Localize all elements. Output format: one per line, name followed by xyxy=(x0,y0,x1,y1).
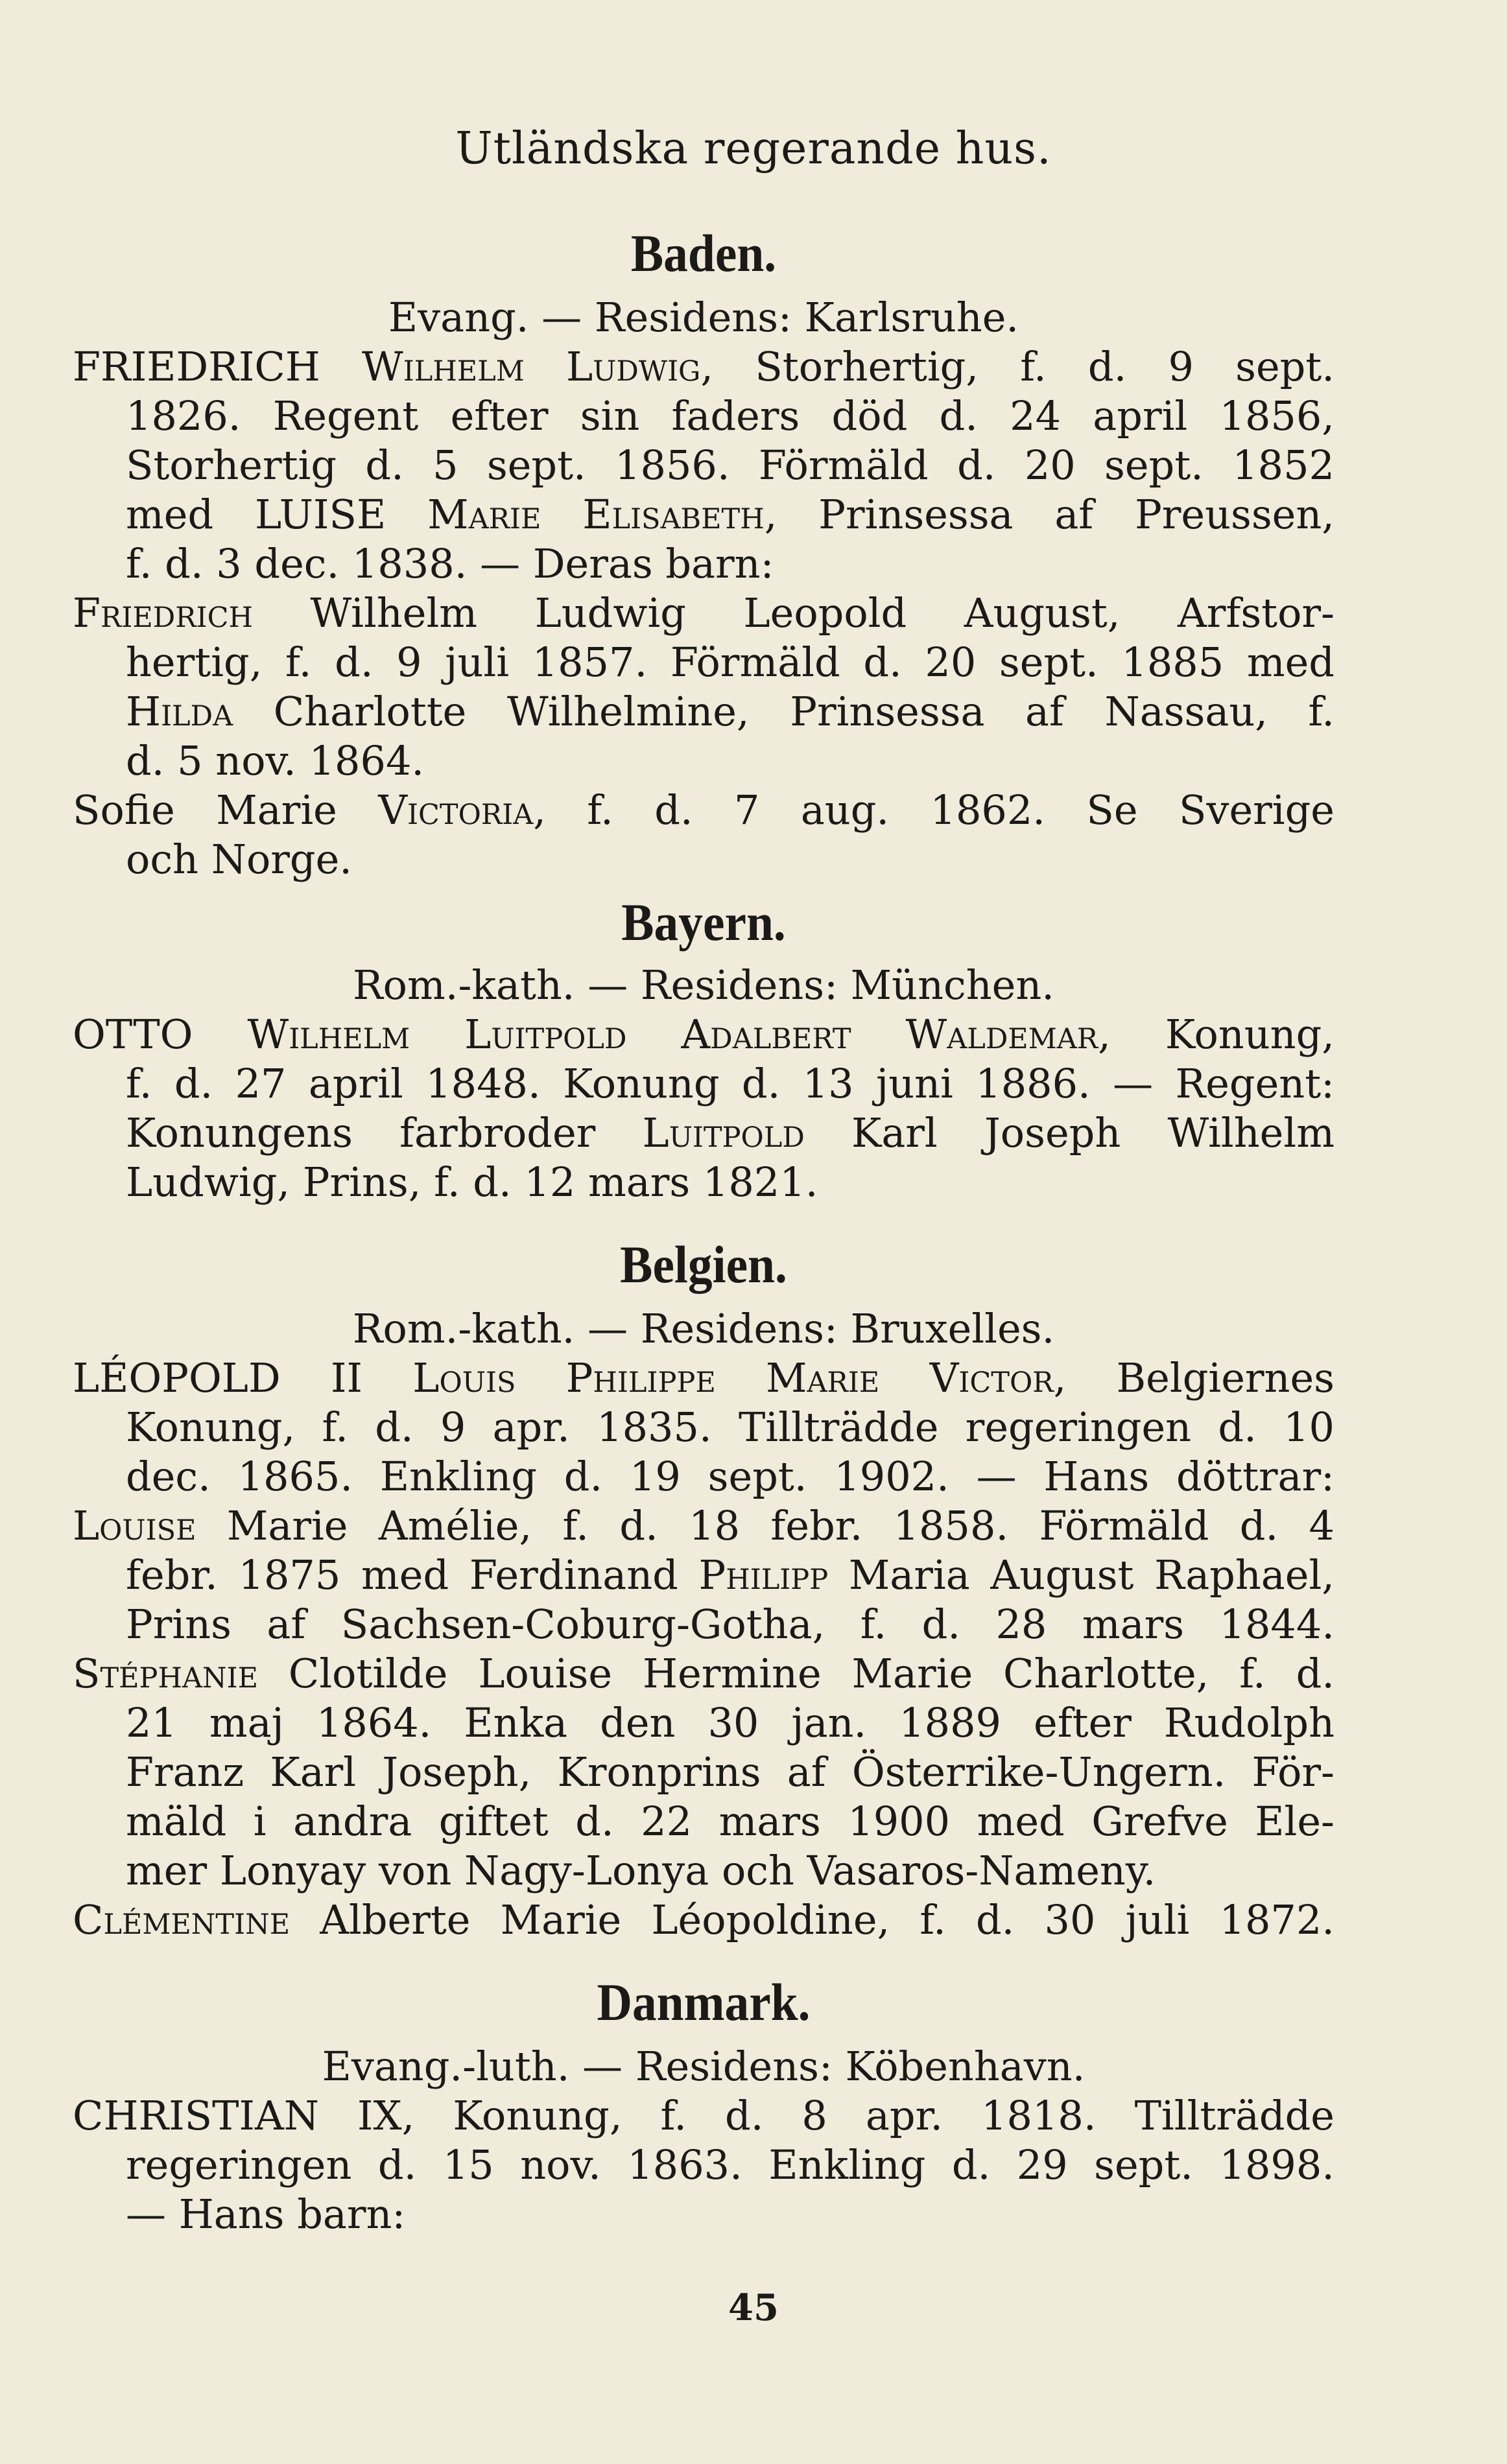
heading-belgien: Belgien. xyxy=(620,1235,787,1294)
belgien-line-9: Franz Karl Joseph, Kronprins af Österrike-Ungern. För- xyxy=(126,1748,1335,1796)
baden-line-9: d. 5 nov. 1864. xyxy=(126,737,425,784)
baden-line-3: Storhertig d. 5 sept. 1856. Förmäld d. 20 sept. 1852 xyxy=(126,441,1335,489)
bayern-line-3: Konungens farbroder Luitpold Karl Joseph Wilhelm xyxy=(126,1109,1335,1156)
running-head: Utländska regerande hus. xyxy=(455,123,1052,174)
belgien-line-10: mäld i andra giftet d. 22 mars 1900 med Grefve Ele- xyxy=(126,1798,1335,1845)
danmark-line-2: regeringen d. 15 nov. 1863. Enkling d. 29 sept. 1898. xyxy=(126,2141,1335,2188)
belgien-line-7: Stéphanie Clotilde Louise Hermine Marie Charlotte, f. d. xyxy=(73,1650,1335,1697)
heading-bayern: Bayern. xyxy=(621,893,786,952)
belgien-line-1: LÉOPOLD II Louis Philippe Marie Victor, Belgiernes xyxy=(73,1354,1335,1402)
baden-line-8: Hilda Charlotte Wilhelmine, Prinsessa af Nassau, f. xyxy=(126,688,1335,735)
baden-line-5: f. d. 3 dec. 1838. — Deras barn: xyxy=(126,540,774,587)
bayern-religion-line: Rom.-kath. — Residens: München. xyxy=(352,961,1055,1009)
belgien-line-8: 21 maj 1864. Enka den 30 jan. 1889 efter Rudolph xyxy=(126,1699,1335,1746)
baden-line-1: FRIEDRICH Wilhelm Ludwig, Storhertig, f. d. 9 sept. xyxy=(73,343,1335,390)
baden-line-10: Sofie Marie Victoria, f. d. 7 aug. 1862. Se Sverige xyxy=(73,786,1335,834)
baden-line-4: med LUISE Marie Elisabeth, Prinsessa af Preussen, xyxy=(126,491,1335,538)
belgien-religion-line: Rom.-kath. — Residens: Bruxelles. xyxy=(352,1305,1055,1352)
section-danmark xyxy=(73,1967,1335,2239)
page-number: 45 xyxy=(728,2286,779,2329)
baden-line-11: och Norge. xyxy=(126,836,352,883)
bayern-line-1: OTTO Wilhelm Luitpold Adalbert Waldemar, Konung, xyxy=(73,1011,1335,1058)
heading-baden: Baden. xyxy=(630,224,777,283)
bayern-line-2: f. d. 27 april 1848. Konung d. 13 juni 1886. — Regent: xyxy=(126,1060,1335,1107)
section-bayern xyxy=(73,887,1335,1207)
baden-line-7: hertig, f. d. 9 juli 1857. Förmäld d. 20 sept. 1885 med xyxy=(126,639,1335,686)
section-baden xyxy=(73,218,1335,884)
baden-line-6: Friedrich Wilhelm Ludwig Leopold August, Arfstor- xyxy=(73,589,1335,637)
danmark-line-1: CHRISTIAN IX, Konung, f. d. 8 apr. 1818. Tillträdde xyxy=(73,2092,1335,2139)
belgien-line-12: Clémentine Alberte Marie Léopoldine, f. d. 30 juli 1872. xyxy=(73,1896,1335,1943)
belgien-line-2: Konung, f. d. 9 apr. 1835. Tillträdde regeringen d. 10 xyxy=(126,1403,1335,1451)
bayern-line-4: Ludwig, Prins, f. d. 12 mars 1821. xyxy=(126,1158,818,1206)
belgien-line-6: Prins af Sachsen-Coburg-Gotha, f. d. 28 mars 1844. xyxy=(126,1601,1335,1648)
heading-danmark: Danmark. xyxy=(597,1973,811,2032)
baden-religion-line: Evang. — Residens: Karlsruhe. xyxy=(388,294,1019,341)
belgien-line-4: Louise Marie Amélie, f. d. 18 febr. 1858. Förmäld d. 4 xyxy=(73,1502,1335,1549)
section-belgien xyxy=(73,1229,1335,1945)
belgien-line-3: dec. 1865. Enkling d. 19 sept. 1902. — Hans döttrar: xyxy=(126,1453,1335,1500)
danmark-line-3: — Hans barn: xyxy=(126,2190,406,2238)
baden-line-2: 1826. Regent efter sin faders död d. 24 april 1856, xyxy=(126,392,1335,440)
belgien-line-11: mer Lonyay von Nagy-Lonya och Vasaros-Nameny. xyxy=(126,1847,1156,1894)
danmark-religion-line: Evang.-luth. — Residens: Köbenhavn. xyxy=(322,2043,1086,2090)
belgien-line-5: febr. 1875 med Ferdinand Philipp Maria August Raphael, xyxy=(126,1551,1335,1599)
